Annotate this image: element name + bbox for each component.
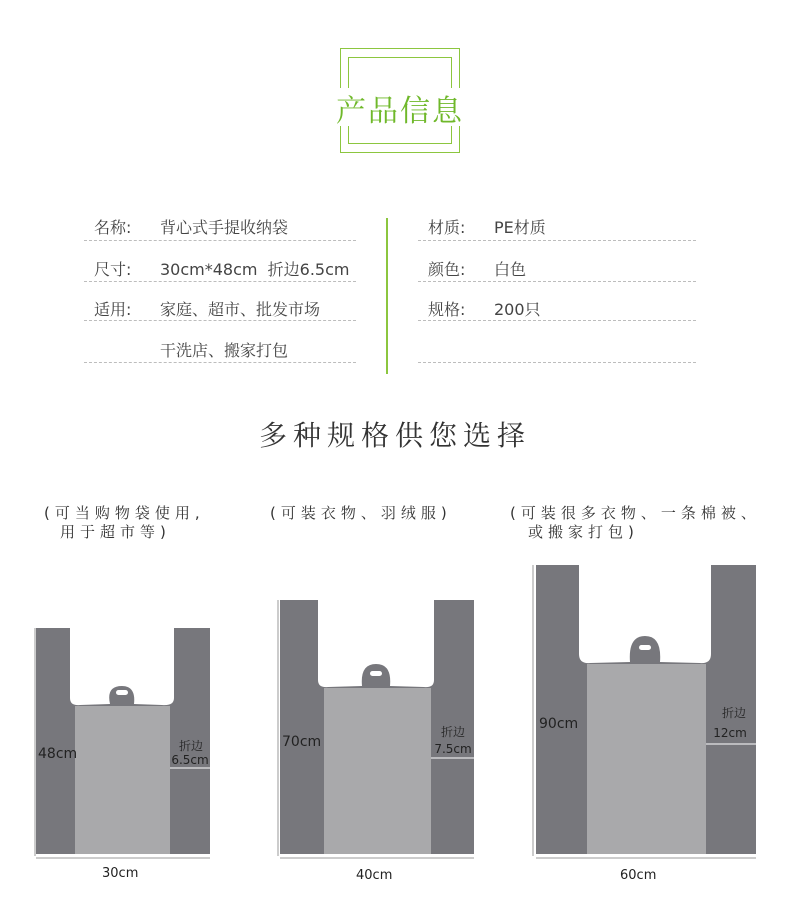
page-title: 产品信息 <box>336 94 464 129</box>
value-usage: 家庭、超市、批发市场 <box>160 300 321 319</box>
bag-medium-width: 40cm <box>356 868 393 883</box>
label-size: 尺寸: <box>94 260 132 279</box>
value-color: 白色 <box>494 260 527 279</box>
bag-small-fold-label: 折边 <box>178 739 203 753</box>
bag-note-large: (可装很多衣物、一条棉被、 <box>510 504 761 522</box>
bag-note-small: (可当购物袋使用, <box>44 504 205 522</box>
bag-note-small-cont: 用于超市等) <box>60 523 171 541</box>
bag-large-fold-value: 12cm <box>713 726 747 740</box>
label-name: 名称: <box>94 218 132 237</box>
value-name: 背心式手提收纳袋 <box>160 218 289 237</box>
value-size: 30cm*48cm 折边6.5cm <box>160 260 350 279</box>
label-usage: 适用: <box>94 300 132 319</box>
label-material: 材质: <box>428 218 466 237</box>
bag-note-large-cont: 或搬家打包) <box>528 523 639 541</box>
label-spec: 规格: <box>428 300 466 319</box>
value-usage-cont: 干洗店、搬家打包 <box>160 341 289 360</box>
bag-small-fold-value: 6.5cm <box>171 753 209 767</box>
label-color: 颜色: <box>428 260 466 279</box>
bag-small-height: 48cm <box>38 746 78 762</box>
value-spec: 200只 <box>494 300 541 319</box>
bag-large-fold-label: 折边 <box>721 706 746 720</box>
bag-small-width: 30cm <box>102 866 139 881</box>
bag-medium-fold-value: 7.5cm <box>434 742 472 756</box>
bag-medium-fold-label: 折边 <box>440 725 465 739</box>
bag-large-height: 90cm <box>539 716 579 732</box>
bag-note-medium: (可装衣物、羽绒服) <box>270 504 452 522</box>
bag-large-width: 60cm <box>620 868 657 883</box>
value-material: PE材质 <box>494 218 546 237</box>
section-title: 多种规格供您选择 <box>258 419 531 452</box>
bag-medium-height: 70cm <box>282 734 322 750</box>
